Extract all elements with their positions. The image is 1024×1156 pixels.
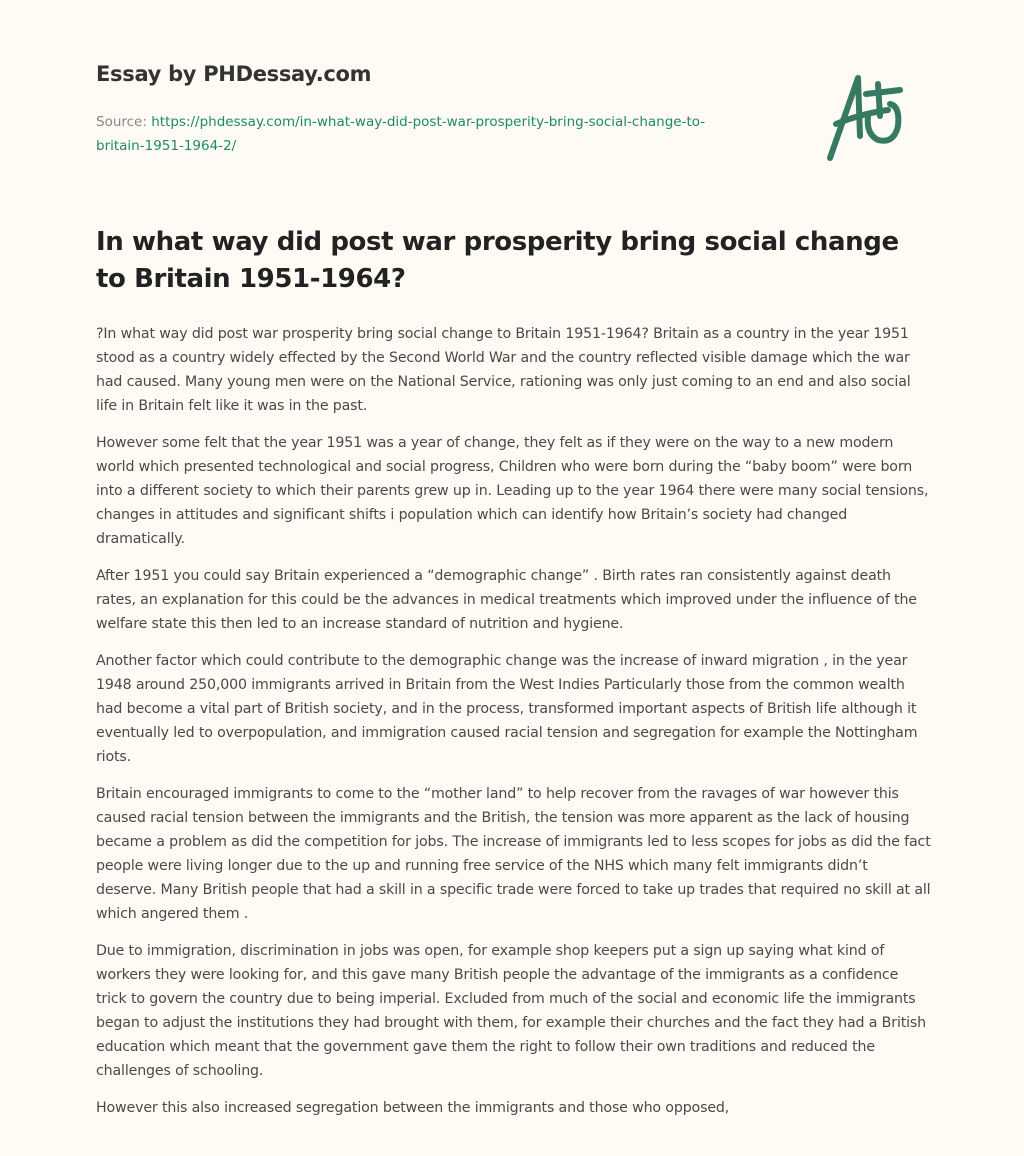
paragraph: Britain encouraged immigrants to come to the “mother land” to help recover from the ravages of war however this caused racial tension between the immigrants and the British, the tension was more apparent as the lack of housing became a problem as did the competition for jobs. The increase of immigrants led to less scopes for jobs as did the fact people were living longer due to the up and running free service of the NHS which many felt immigrants didn’t deserve. Many British people that had a skill in a specific trade were forced to take up trades that required no skill at all which angered them . (96, 786, 931, 922)
paragraph: Another factor which could contribute to the demographic change was the increase of inward migration , in the year 1948 around 250,000 immigrants arrived in Britain from the West Indies Particularly those from the common wealth had become a vital part of British society, and in the process, transformed important aspects of British life although it eventually led to overpopulation, and immigration caused racial tension and segregation for example the Nottingham riots. (96, 653, 918, 765)
site-header (96, 62, 736, 158)
site-title: Essay by PHDessay.com (96, 62, 372, 86)
paragraph: Due to immigration, discrimination in jobs was open, for example shop keepers put a sign up saying what kind of workers they were looking for, and this gave many British people the advantage of the immigrants as a confidence trick to govern the country due to being imperial. Excluded from much of the social and economic life the immigrants began to adjust the institutions they had brought with them, for example their churches and the fact they had a British education which meant that the government gave them the right to follow their own traditions and reduced the challenges of schooling. (96, 943, 927, 1079)
paragraph: After 1951 you could say Britain experienced a “demographic change” . Birth rates ran consistently against death rates, an explanation for this could be the advances in medical treatments which improved under the influence of the welfare state this then led to an increase standard of nutrition and hygiene. (96, 568, 917, 632)
a-plus-logo-icon (820, 66, 930, 166)
source-label: Source: (96, 114, 147, 130)
source-link[interactable]: https://phdessay.com/in-what-way-did-post-war-prosperity-bring-social-change-to-britain-1951-1964-2/ (96, 114, 706, 154)
article-title: In what way did post war prosperity bring social change to Britain 1951-1964? (96, 227, 899, 294)
paragraph: However some felt that the year 1951 was a year of change, they felt as if they were on the way to a new modern world which presented technological and social progress, Children who were born during the “baby boom” were born into a different society to which their parents grew up in. Leading up to the year 1964 there were many social tensions, changes in attitudes and significant shifts i population which can identify how Britain’s society had changed dramatically. (96, 435, 929, 547)
article-body (96, 322, 932, 1133)
paragraph: ?In what way did post war prosperity bring social change to Britain 1951-1964? Britain as a country in the year 1951 stood as a country widely effected by the Second World War and the country reflected visible damage which the war had caused. Many young men were on the National Service, rationing was only just coming to an end and also social life in Britain felt like it was in the past. (96, 326, 911, 414)
source-line (96, 110, 736, 158)
paragraph: However this also increased segregation between the immigrants and those who opposed, (96, 1100, 730, 1116)
